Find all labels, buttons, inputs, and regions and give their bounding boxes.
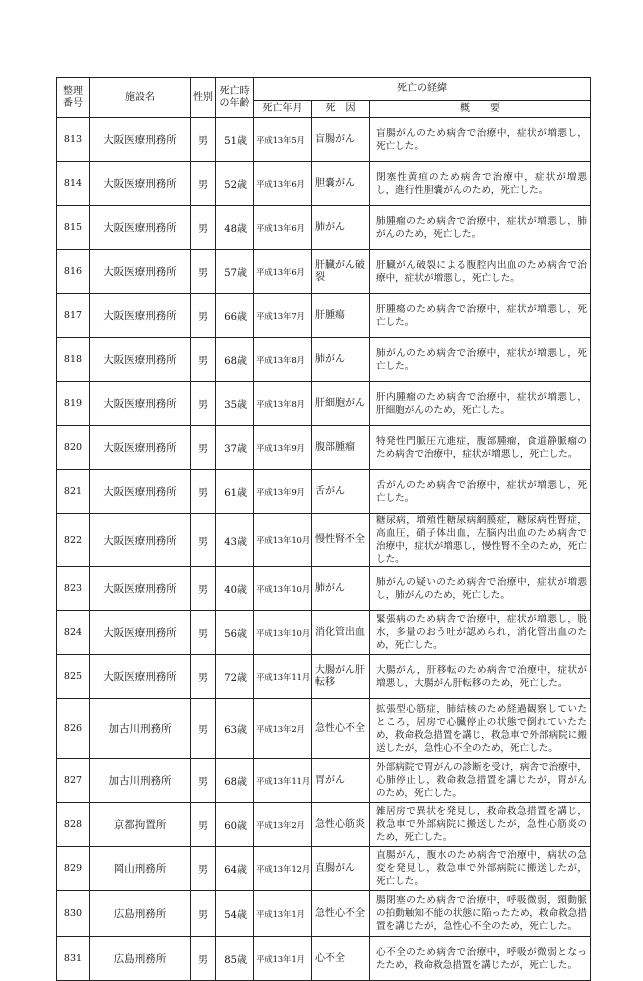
death-cause: 急性心筋炎 <box>312 803 370 847</box>
row-number: 814 <box>57 162 90 206</box>
death-cause: 大腸がん肝転移 <box>312 655 370 699</box>
facility-name: 大阪医療刑務所 <box>90 426 191 470</box>
death-date: 平成13年6月 <box>254 206 312 250</box>
death-cause: 肺がん <box>312 206 370 250</box>
death-cause: 慢性腎不全 <box>312 514 370 567</box>
table-row <box>57 514 591 567</box>
sex-cell: 男 <box>191 759 216 803</box>
death-date: 平成13年11月 <box>254 655 312 699</box>
row-number: 830 <box>57 891 90 937</box>
facility-name: 大阪医療刑務所 <box>90 382 191 426</box>
summary-text: 特発性門脈圧亢進症，腹部腫瘤，食道静脈瘤のため病舎で治療中，症状が増悪し，死亡した。 <box>370 426 591 470</box>
facility-name: 京都拘置所 <box>90 803 191 847</box>
summary-text: 大腸がん，肝移転のため病舎で治療中，症状が増悪し，大腸がん肝転移のため，死亡した。 <box>370 655 591 699</box>
death-date: 平成13年10月 <box>254 567 312 611</box>
age-cell: 63歳 <box>216 699 254 759</box>
death-date: 平成13年12月 <box>254 847 312 891</box>
sex-cell: 男 <box>191 338 216 382</box>
sex-cell: 男 <box>191 294 216 338</box>
row-number: 824 <box>57 611 90 655</box>
summary-text: 舌がんのため病舎で治療中，症状が増悪し，死亡した。 <box>370 470 591 514</box>
death-cause: 急性心不全 <box>312 891 370 937</box>
age-cell: 35歳 <box>216 382 254 426</box>
summary-text: 糖尿病，増殖性糖尿病網膜症，糖尿病性腎症，高血圧，硝子体出血，左脳内出血のため病舎で治療中，症状が増悪し，慢性腎不全のため，死亡した。 <box>370 514 591 567</box>
facility-name: 加古川刑務所 <box>90 699 191 759</box>
death-record-table <box>56 77 591 981</box>
row-number: 820 <box>57 426 90 470</box>
age-cell: 48歳 <box>216 206 254 250</box>
table-row <box>57 655 591 699</box>
header-facility: 施設名 <box>90 78 191 118</box>
table-row <box>57 118 591 162</box>
death-date: 平成13年1月 <box>254 937 312 981</box>
death-date: 平成13年7月 <box>254 294 312 338</box>
facility-name: 大阪医療刑務所 <box>90 206 191 250</box>
summary-text: 肺がんの疑いのため病舎で治療中，症状が増悪し，肺がんのため，死亡した。 <box>370 567 591 611</box>
facility-name: 大阪医療刑務所 <box>90 655 191 699</box>
row-number: 822 <box>57 514 90 567</box>
death-date: 平成13年10月 <box>254 514 312 567</box>
table-row <box>57 699 591 759</box>
age-cell: 43歳 <box>216 514 254 567</box>
sex-cell: 男 <box>191 567 216 611</box>
death-cause: 舌がん <box>312 470 370 514</box>
sex-cell: 男 <box>191 382 216 426</box>
table-row <box>57 891 591 937</box>
table-row <box>57 294 591 338</box>
header-summary: 概 要 <box>370 101 591 118</box>
row-number: 821 <box>57 470 90 514</box>
table-row <box>57 382 591 426</box>
age-cell: 68歳 <box>216 338 254 382</box>
summary-text: 肝腫瘍のため病舎で治療中，症状が増悪し，死亡した。 <box>370 294 591 338</box>
facility-name: 大阪医療刑務所 <box>90 294 191 338</box>
header-date: 死亡年月 <box>254 101 312 118</box>
death-date: 平成13年6月 <box>254 250 312 294</box>
death-date: 平成13年6月 <box>254 162 312 206</box>
table-row <box>57 338 591 382</box>
table-row <box>57 847 591 891</box>
age-cell: 37歳 <box>216 426 254 470</box>
table-row <box>57 567 591 611</box>
summary-text: 肝臓がん破裂による腹腔内出血のため病舎で治療中，症状が増悪し，死亡した。 <box>370 250 591 294</box>
death-cause: 急性心不全 <box>312 699 370 759</box>
row-number: 827 <box>57 759 90 803</box>
age-cell: 52歳 <box>216 162 254 206</box>
facility-name: 岡山刑務所 <box>90 847 191 891</box>
sex-cell: 男 <box>191 514 216 567</box>
facility-name: 広島刑務所 <box>90 937 191 981</box>
death-date: 平成13年8月 <box>254 382 312 426</box>
death-date: 平成13年8月 <box>254 338 312 382</box>
summary-text: 盲腸がんのため病舎で治療中，症状が増悪し，死亡した。 <box>370 118 591 162</box>
age-cell: 61歳 <box>216 470 254 514</box>
death-cause: 消化管出血 <box>312 611 370 655</box>
age-cell: 57歳 <box>216 250 254 294</box>
facility-name: 大阪医療刑務所 <box>90 250 191 294</box>
death-cause: 胆嚢がん <box>312 162 370 206</box>
table-row <box>57 759 591 803</box>
summary-text: 心不全のため病舎で治療中，呼吸が微弱となったため，救命救急措置を講じたが，死亡した。 <box>370 937 591 981</box>
summary-text: 外部病院で胃がんの診断を受け，病舎で治療中，心肺停止し，救命救急措置を講じたが，胃がんのため，死亡した。 <box>370 759 591 803</box>
death-cause: 肺がん <box>312 338 370 382</box>
sex-cell: 男 <box>191 118 216 162</box>
summary-text: 肺がんのため病舎で治療中，症状が増悪し，死亡した。 <box>370 338 591 382</box>
facility-name: 加古川刑務所 <box>90 759 191 803</box>
death-date: 平成13年1月 <box>254 891 312 937</box>
summary-text: 拡張型心筋症，肺結核のため経過観察していたところ，居房で心臓停止の状態で倒れていたため，救命救急措置を講じ，救急車で外部病院に搬送したが，急性心不全のため，死亡した。 <box>370 699 591 759</box>
facility-name: 大阪医療刑務所 <box>90 162 191 206</box>
facility-name: 大阪医療刑務所 <box>90 611 191 655</box>
sex-cell: 男 <box>191 250 216 294</box>
death-cause: 盲腸がん <box>312 118 370 162</box>
row-number: 816 <box>57 250 90 294</box>
age-cell: 54歳 <box>216 891 254 937</box>
death-date: 平成13年5月 <box>254 118 312 162</box>
table-row <box>57 803 591 847</box>
sex-cell: 男 <box>191 206 216 250</box>
row-number: 818 <box>57 338 90 382</box>
sex-cell: 男 <box>191 891 216 937</box>
table-row <box>57 426 591 470</box>
death-date: 平成13年11月 <box>254 759 312 803</box>
death-cause: 肝腫瘍 <box>312 294 370 338</box>
sex-cell: 男 <box>191 847 216 891</box>
row-number: 815 <box>57 206 90 250</box>
row-number: 819 <box>57 382 90 426</box>
death-cause: 腹部腫瘤 <box>312 426 370 470</box>
facility-name: 大阪医療刑務所 <box>90 118 191 162</box>
header-age: 死亡時 の年齢 <box>216 78 254 118</box>
death-date: 平成13年9月 <box>254 470 312 514</box>
row-number: 813 <box>57 118 90 162</box>
row-number: 828 <box>57 803 90 847</box>
age-cell: 68歳 <box>216 759 254 803</box>
row-number: 823 <box>57 567 90 611</box>
death-date: 平成13年10月 <box>254 611 312 655</box>
facility-name: 広島刑務所 <box>90 891 191 937</box>
summary-text: 雑居房で異状を発見し，救命救急措置を講じ，救急車で外部病院に搬送したが，急性心筋炎のため，死亡した。 <box>370 803 591 847</box>
summary-text: 直腸がん，腹水のため病舎で治療中，病状の急変を発見し，救急車で外部病院に搬送したが，死亡した。 <box>370 847 591 891</box>
facility-name: 大阪医療刑務所 <box>90 567 191 611</box>
header-sex: 性別 <box>191 78 216 118</box>
age-cell: 72歳 <box>216 655 254 699</box>
death-cause: 肝臓がん破裂 <box>312 250 370 294</box>
summary-text: 肝内腫瘤のため病舎で治療中，症状が増悪し，肝細胞がんのため，死亡した。 <box>370 382 591 426</box>
summary-text: 閉塞性黄疸のため病舎で治療中，症状が増悪し，進行性胆嚢がんのため，死亡した。 <box>370 162 591 206</box>
facility-name: 大阪医療刑務所 <box>90 514 191 567</box>
sex-cell: 男 <box>191 470 216 514</box>
table-row <box>57 470 591 514</box>
header-number: 整理 番号 <box>57 78 90 118</box>
table-row <box>57 162 591 206</box>
death-date: 平成13年2月 <box>254 699 312 759</box>
table-row <box>57 611 591 655</box>
row-number: 817 <box>57 294 90 338</box>
death-cause: 肝細胞がん <box>312 382 370 426</box>
death-cause: 胃がん <box>312 759 370 803</box>
death-date: 平成13年2月 <box>254 803 312 847</box>
sex-cell: 男 <box>191 655 216 699</box>
death-cause: 心不全 <box>312 937 370 981</box>
table-row <box>57 937 591 981</box>
sex-cell: 男 <box>191 426 216 470</box>
summary-text: 肺腫瘤のため病舎で治療中，症状が増悪し，肺がんのため，死亡した。 <box>370 206 591 250</box>
age-cell: 51歳 <box>216 118 254 162</box>
age-cell: 60歳 <box>216 803 254 847</box>
sex-cell: 男 <box>191 611 216 655</box>
table-row <box>57 206 591 250</box>
death-date: 平成13年9月 <box>254 426 312 470</box>
death-cause: 直腸がん <box>312 847 370 891</box>
header-course: 死亡の経緯 <box>254 78 591 101</box>
facility-name: 大阪医療刑務所 <box>90 338 191 382</box>
age-cell: 85歳 <box>216 937 254 981</box>
summary-text: 緊張病のため病舎で治療中，症状が増悪し，脱水，多量のおう吐が認められ，消化管出血のため，死亡した。 <box>370 611 591 655</box>
facility-name: 大阪医療刑務所 <box>90 470 191 514</box>
summary-text: 腸閉塞のため病舎で治療中，呼吸微弱，頸動脈の拍動触知不能の状態に陥ったため，救命救急措置を講じたが，急性心不全のため，死亡した。 <box>370 891 591 937</box>
sex-cell: 男 <box>191 803 216 847</box>
death-cause: 肺がん <box>312 567 370 611</box>
age-cell: 66歳 <box>216 294 254 338</box>
sex-cell: 男 <box>191 162 216 206</box>
row-number: 829 <box>57 847 90 891</box>
sex-cell: 男 <box>191 699 216 759</box>
header-cause: 死 因 <box>312 101 370 118</box>
sex-cell: 男 <box>191 937 216 981</box>
row-number: 831 <box>57 937 90 981</box>
row-number: 825 <box>57 655 90 699</box>
age-cell: 40歳 <box>216 567 254 611</box>
age-cell: 56歳 <box>216 611 254 655</box>
table-row <box>57 250 591 294</box>
row-number: 826 <box>57 699 90 759</box>
age-cell: 64歳 <box>216 847 254 891</box>
